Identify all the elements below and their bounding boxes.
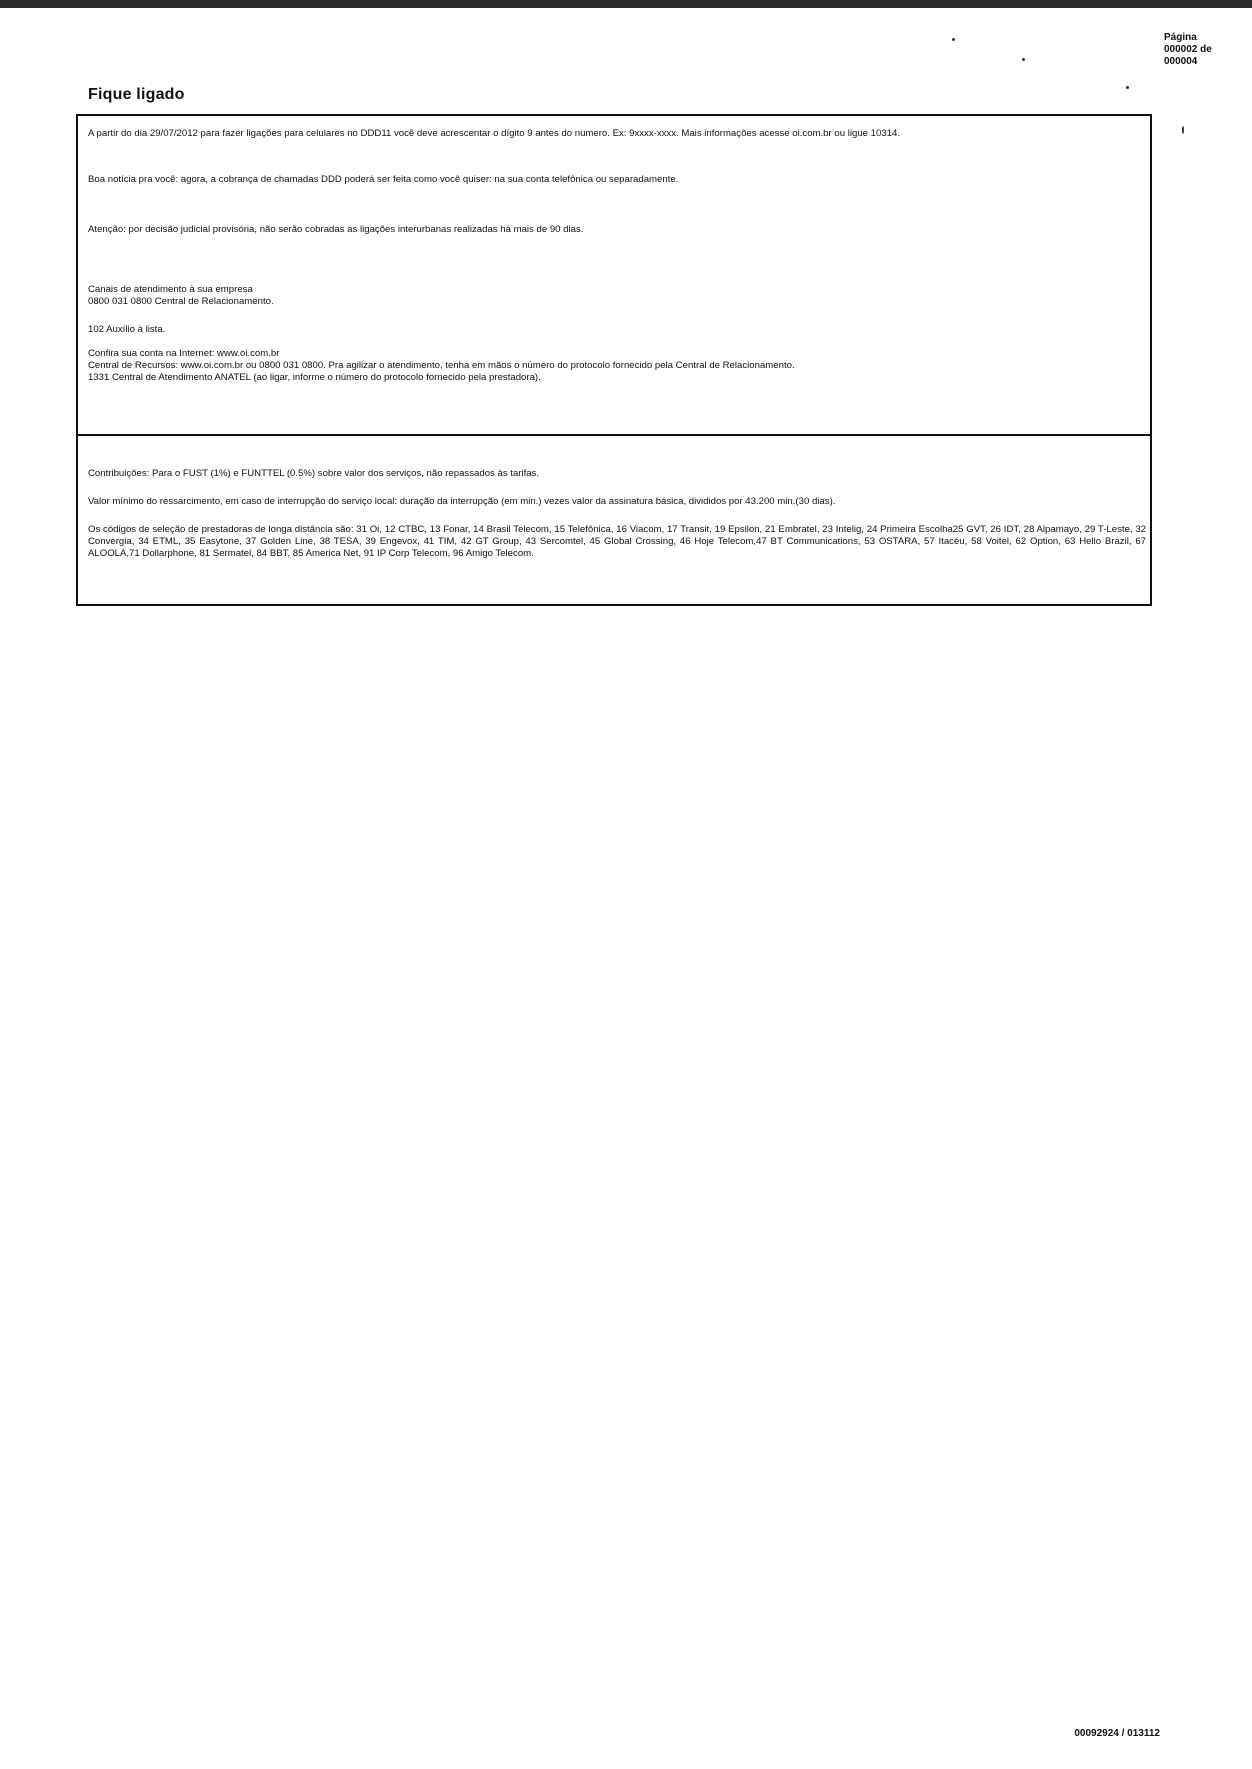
info-contribuicoes: Contribuições: Para o FUST (1%) e FUNTTEL (0.5%) sobre valor dos serviços, não repassados às tarifas. (88, 468, 540, 479)
channels-title: Canais de atendimento à sua empresa (88, 284, 253, 295)
channels-auxilio: 102 Auxílio à lista. (88, 324, 166, 335)
page-label: Página (1164, 32, 1197, 43)
section-title: Fique ligado (88, 86, 185, 103)
document-code: 00092924 / 013112 (1074, 1728, 1160, 1739)
channels-internet: Confira sua conta na Internet: www.oi.com.br (88, 348, 280, 359)
info-ressarcimento: Valor mínimo do ressarcimento, em caso de interrupção do serviço local: duração da interrupção (em min.) vezes valor da assinatura básica, divididos por 43.200 min.(30 dias). (88, 496, 836, 507)
scan-top-border (0, 0, 1252, 8)
notice-ddd11: A partir do dia 29/07/2012 para fazer ligações para celulares no DDD11 você deve acrescentar o dígito 9 antes do numero. Ex: 9xxxx-xxxx. Mais informações acesse oi.com.br ou ligue 10314. (88, 128, 900, 139)
channels-relacionamento: 0800 031 0800 Central de Relacionamento. (88, 296, 274, 307)
scan-speck (1126, 86, 1129, 89)
page-total: 000004 (1164, 56, 1198, 67)
info-box (76, 434, 1152, 606)
page-current: 000002 de (1164, 44, 1212, 55)
channels-recursos: Central de Recursos: www.oi.com.br ou 0800 031 0800. Pra agilizar o atendimento, tenha em mãos o número do protocolo fornecido pela Central de Relacionamento. (88, 360, 795, 371)
notice-judicial: Atenção: por decisão judicial provisória, não serão cobradas as ligações interurbanas realizadas há mais de 90 dias. (88, 224, 584, 235)
scan-speck (1182, 126, 1184, 134)
scan-speck (1022, 58, 1025, 61)
channels-internet-block (88, 348, 1146, 384)
scan-speck (952, 38, 955, 41)
notice-ddd-billing: Boa notícia pra você: agora, a cobrança de chamadas DDD poderá ser feita como você quiser: na sua conta telefônica ou separadamente. (88, 174, 679, 185)
page-number (1164, 32, 1216, 68)
notice-box (76, 114, 1152, 436)
info-codigos-prestadoras: Os códigos de seleção de prestadoras de longa distância são: 31 Oi, 12 CTBC, 13 Fonar, 14 Brasil Telecom, 15 Telefônica, 16 Viacom, 17 Transit, 19 Epsilon, 21 Embratel, 23 Intelig, 24 Primeira Escolha25 GVT, 26 IDT, 28 Alpamayo, 29 T-Leste, 32 Convergia, 34 ETML, 35 Easytone, 37 Golden Line, 38 TESA, 39 Engevox, 41 TIM, 42 GT Group, 43 Sercomtel, 45 Global Crossing, 46 Hoje Telecom,47 BT Communications, 53 OSTARA, 57 Itacéu, 58 Voitel, 62 Option, 63 Hello Brazil, 67 ALOOLA,71 Dollarphone, 81 Sermatel, 84 BBT, 85 America Net, 91 IP Corp Telecom, 96 Amigo Telecom. (88, 524, 1146, 559)
channels-block (88, 284, 1146, 308)
channels-anatel: 1331 Central de Atendimento ANATEL (ao ligar, informe o número do protocolo fornecido pela prestadora). (88, 372, 541, 383)
